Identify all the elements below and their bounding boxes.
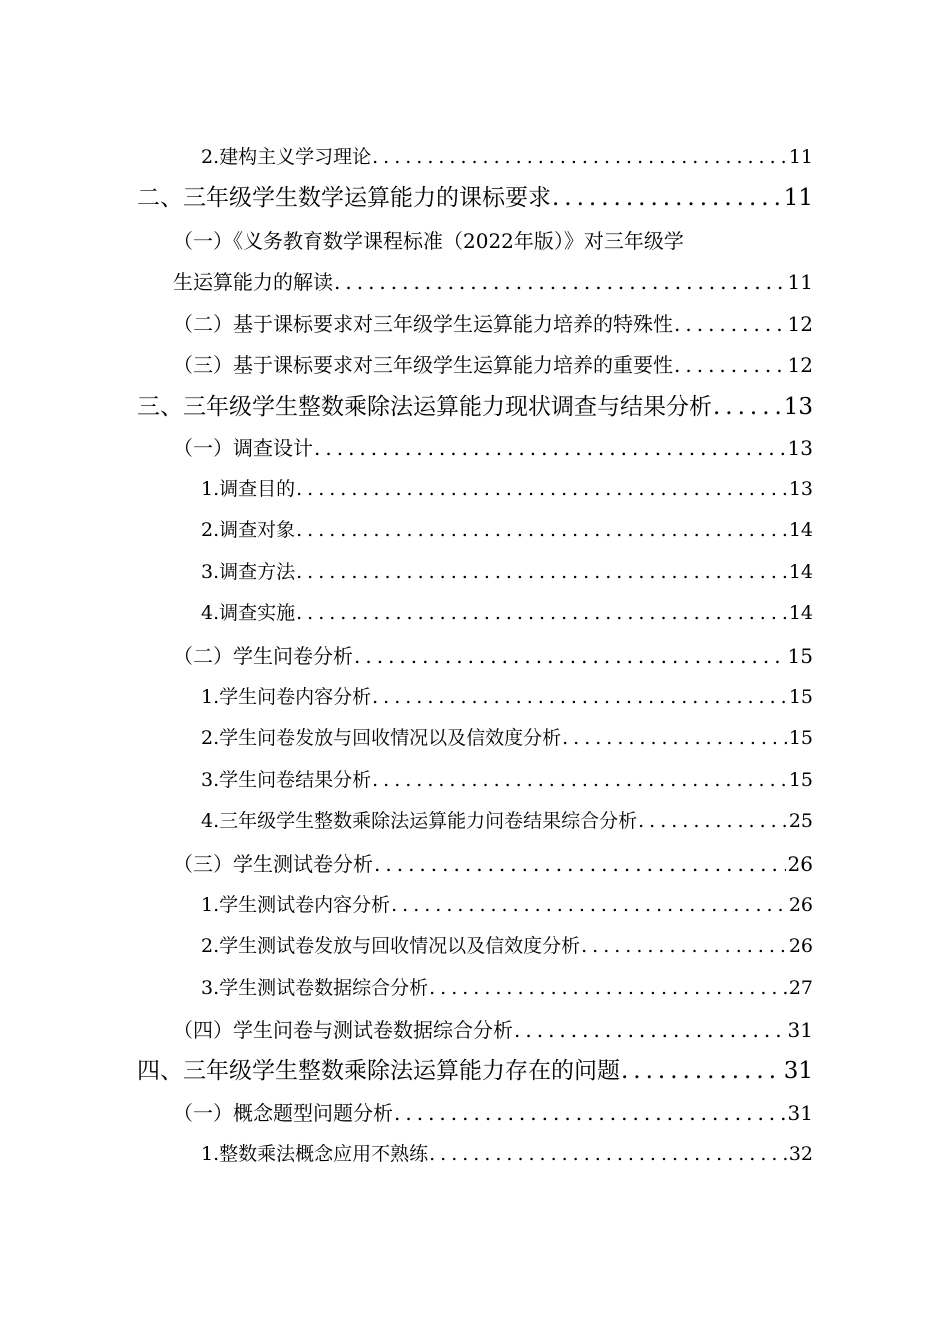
toc-entry[interactable] [0,937,813,956]
toc-entry-title: 1.学生测试卷内容分析 [201,894,391,916]
toc-entry-title: （四）学生问卷与测试卷数据综合分析 [173,1018,513,1042]
toc-entry-title: （二）学生问卷分析 [173,644,353,668]
toc-entry-page: 31 [783,1058,813,1084]
toc-entry[interactable] [0,1145,813,1164]
toc-entry-page: 32 [788,1143,813,1165]
toc-entry-title: 3.学生测试卷数据综合分析 [201,977,429,999]
toc-entry[interactable] [0,771,813,790]
dot-leader [372,148,787,167]
toc-entry-title: 三、三年级学生整数乘除法运算能力现状调查与结果分析 [137,394,712,420]
dot-leader [562,729,787,748]
toc-entry-title-line1[interactable]: （一）《义务教育数学课程标准（2022年版）》对三年级学 [173,229,684,253]
toc-entry-page: 26 [788,894,813,916]
dot-leader [674,355,786,375]
toc-entry-title: （二）基于课标要求对三年级学生运算能力培养的特殊性 [173,312,673,336]
toc-entry-page: 25 [788,810,813,832]
dot-leader [552,187,782,210]
dot-leader [296,604,787,623]
dot-leader [394,1103,786,1123]
toc-entry-title: 2.学生问卷发放与回收情况以及信效度分析 [201,727,562,749]
toc-entry-page: 11 [787,270,813,294]
toc-entry-title: 生运算能力的解读 [173,270,333,294]
toc-entry-title: 1.整数乘法概念应用不熟练 [201,1143,429,1165]
dot-leader [391,896,787,915]
toc-entry-title: 4.三年级学生整数乘除法运算能力问卷结果综合分析 [201,810,638,832]
toc-entry[interactable] [0,314,813,334]
toc-entry[interactable] [0,1020,813,1040]
toc-entry-title: 3.调查方法 [201,561,296,583]
toc-entry-title: （三）基于课标要求对三年级学生运算能力培养的重要性 [173,353,673,377]
dot-leader [354,646,786,666]
dot-leader [429,1145,787,1164]
dot-leader [674,314,786,334]
dot-leader [621,1060,782,1083]
toc-entry-page: 11 [783,185,813,211]
toc-entry-page: 11 [788,146,813,168]
toc-entry[interactable] [0,563,813,582]
toc-entry-page: 14 [788,561,813,583]
toc-entry-title: 4.调查实施 [201,602,296,624]
toc-entry[interactable] [0,521,813,540]
toc-entry-page: 13 [787,436,813,460]
toc-entry[interactable] [0,979,813,998]
toc-entry-title: 2.建构主义学习理论 [201,146,372,168]
toc-entry-page: 15 [788,769,813,791]
toc-entry[interactable] [0,396,813,419]
toc-entry[interactable] [0,604,813,623]
dot-leader [296,563,787,582]
toc-entry-title: 3.学生问卷结果分析 [201,769,372,791]
toc-entry-title: 二、三年级学生数学运算能力的课标要求 [137,185,551,211]
toc-entry-page: 13 [788,478,813,500]
toc-entry[interactable] [0,896,813,915]
toc-entry-page: 13 [783,394,813,420]
toc-entry[interactable] [0,272,813,292]
toc-entry-title: （一）调查设计 [173,436,313,460]
toc-entry-title: 2.调查对象 [201,519,296,541]
dot-leader [334,272,786,292]
toc-entry-title: 1.调查目的 [201,478,296,500]
toc-entry[interactable] [0,148,813,167]
toc-entry-page: 14 [788,519,813,541]
dot-leader [581,937,787,956]
toc-entry-title: （一）概念题型问题分析 [173,1101,393,1125]
dot-leader [314,438,786,458]
toc-entry-page: 12 [787,312,813,336]
toc-entry[interactable] [0,729,813,748]
toc-entry-page: 27 [788,977,813,999]
toc-entry-page: 15 [788,727,813,749]
toc-entry[interactable] [0,688,813,707]
toc-entry[interactable] [0,646,813,666]
dot-leader [296,480,787,499]
dot-leader [372,771,787,790]
toc-entry[interactable] [0,1103,813,1123]
toc-entry-title: （三）学生测试卷分析 [173,852,373,876]
dot-leader [372,688,787,707]
dot-leader [296,521,787,540]
toc-entry-page: 26 [787,852,813,876]
toc-entry-page: 15 [788,686,813,708]
toc-entry[interactable] [0,480,813,499]
toc-entry-page: 26 [788,935,813,957]
toc-entry-title: 四、三年级学生整数乘除法运算能力存在的问题 [137,1058,620,1084]
dot-leader [638,812,787,831]
toc-entry-page: 31 [787,1018,813,1042]
dot-leader [514,1020,786,1040]
toc-entry[interactable] [0,187,813,210]
toc-entry[interactable] [0,1060,813,1083]
toc-entry[interactable] [0,854,813,874]
toc-entry-page: 15 [787,644,813,668]
dot-leader [374,854,786,874]
dot-leader [713,396,782,419]
toc-entry[interactable] [0,812,813,831]
toc-entry-title: 2.学生测试卷发放与回收情况以及信效度分析 [201,935,581,957]
toc-entry-page: 14 [788,602,813,624]
toc-entry-page: 31 [787,1101,813,1125]
toc-entry-page: 12 [787,353,813,377]
toc-entry[interactable] [0,438,813,458]
toc-entry-title: 1.学生问卷内容分析 [201,686,372,708]
toc-entry[interactable] [0,355,813,375]
dot-leader [429,979,787,998]
